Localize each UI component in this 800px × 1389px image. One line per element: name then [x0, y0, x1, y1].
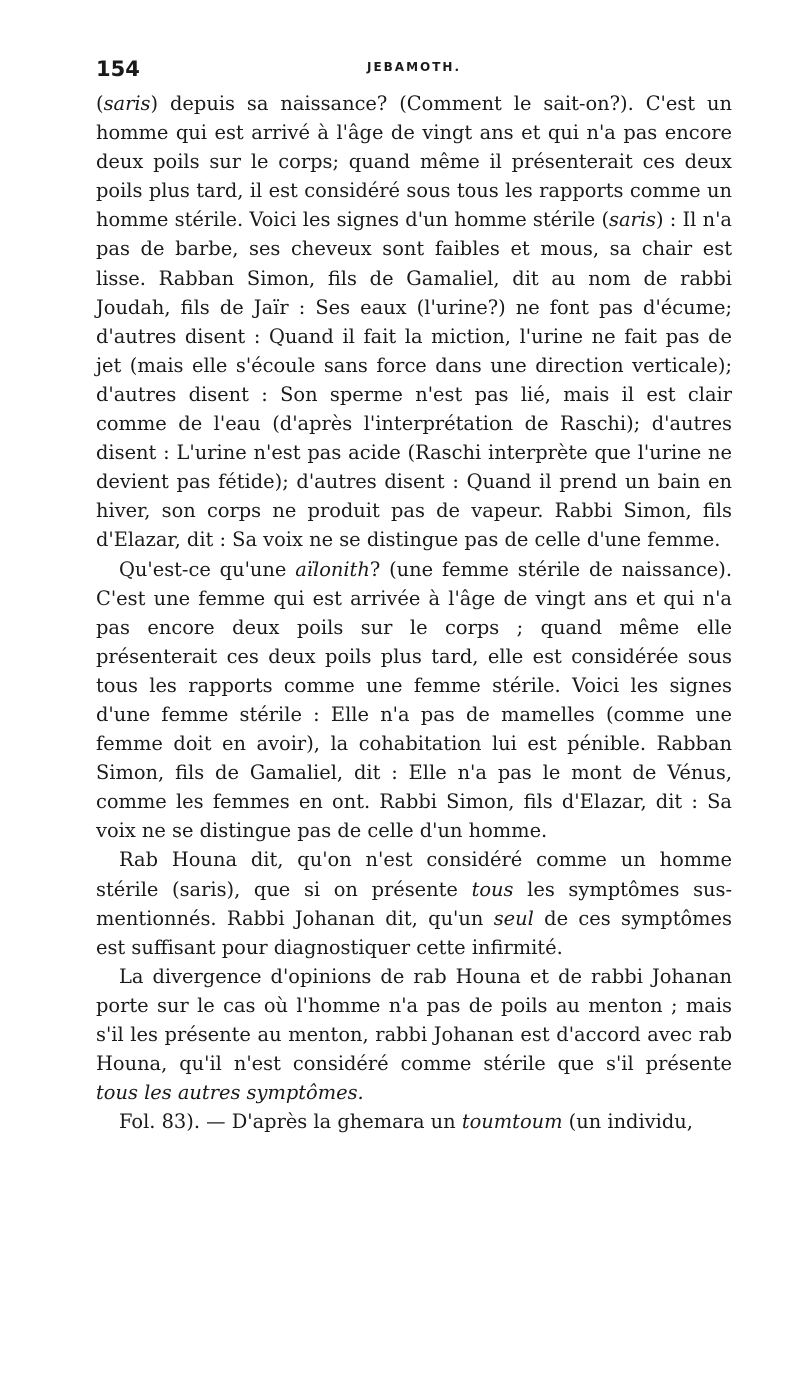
- text-segment: de ces symptômes est suffisant pour diagnostiquer cette infirmité.: [96, 906, 732, 959]
- text-segment: (un individu,: [562, 1110, 693, 1134]
- italic-term: saris: [103, 92, 151, 115]
- paragraph-ailonith: [96, 555, 732, 846]
- text-segment: ? (une femme stérile de naissance). C'est une femme qui est arrivée à l'âge de vingt ans et qui n'a pas encore deux poils sur le corps ; quand même elle présenterait ces deux poils plus tard, elle est considérée sous tous les rapports comme une femme stérile. Voici les signes d'une femme stérile : Elle n'a pas de mamelles (comme une femme doit en avoir), la cohabitation lui est pénible. Rabban Simon, fils de Gamaliel, dit : Elle n'a pas le mont de Vénus, comme les femmes en ont. Rabbi Simon, fils d'Elazar, dit : Sa voix ne se distingue pas de celle d'un homme.: [96, 557, 732, 843]
- text-segment: ) : Il n'a pas de barbe, ses cheveux sont faibles et mous, sa chair est lisse. Rabban Simon, fils de Gamaliel, dit au nom de rabbi Joudah, fils de Jaïr : Ses eaux (l'urine?) ne font pas d'écume; d'autres disent : Quand il fait la miction, l'urine ne fait pas de jet (mais elle s'écoule sans force dans une direction verticale); d'autres disent : Son sperme n'est pas lié, mais il est clair comme de l'eau (d'après l'interprétation de Raschi); d'autres disent : L'urine n'est pas acide (Raschi interprète que l'urine ne devient pas fétide); d'autres disent : Quand il prend un bain en hiver, son corps ne produit pas de vapeur. Rabbi Simon, fils d'Elazar, dit : Sa voix ne se distingue pas de celle d'une femme.: [96, 208, 732, 552]
- paragraph-fol-83: [96, 1107, 732, 1136]
- text-segment: les symptômes sus-mentionnés. Rabbi Johanan dit, qu'un: [96, 877, 733, 930]
- running-head: [96, 56, 732, 86]
- body-text: [96, 89, 732, 1136]
- page-number: 154: [96, 57, 140, 81]
- italic-term: saris: [609, 208, 656, 232]
- text-segment: La divergence d'opinions de rab Houna et de rabbi Johanan porte sur le cas où l'homme n'a pas de poils au menton ; mais s'il les présente au menton, rabbi Johanan est d'accord avec rab Houna, qu'il n'est considéré comme stérile que s'il présente: [96, 964, 732, 1076]
- text-segment: (: [96, 92, 104, 115]
- italic-term: aïlonith: [295, 557, 370, 581]
- italic-term: tous: [471, 877, 514, 901]
- book-page: [96, 56, 732, 1136]
- text-segment: ) depuis sa naissance? (Comment le sait-on?). C'est un homme qui est arrivé à l'âge de vingt ans et qui n'a pas encore deux poils sur le corps; quand même il présenterait ces deux poils plus tard, il est considéré sous tous les rapports comme un homme stérile. Voici les signes d'un homme stérile (: [96, 92, 732, 232]
- italic-term: toumtoum: [461, 1110, 563, 1134]
- italic-term: tous les autres symptômes.: [96, 1081, 364, 1105]
- running-title: JEBAMOTH.: [366, 60, 462, 74]
- paragraph-rab-houna: [96, 845, 732, 961]
- text-segment: Rab Houna dit, qu'on n'est considéré comme un homme stérile (saris), que si on présente: [96, 848, 732, 901]
- text-segment: Qu'est-ce qu'une: [119, 557, 296, 581]
- paragraph-divergence: [96, 962, 732, 1107]
- paragraph-saris-definition: [96, 89, 732, 555]
- text-segment: Fol. 83). — D'après la ghemara un: [119, 1110, 462, 1134]
- italic-term: seul: [493, 906, 534, 930]
